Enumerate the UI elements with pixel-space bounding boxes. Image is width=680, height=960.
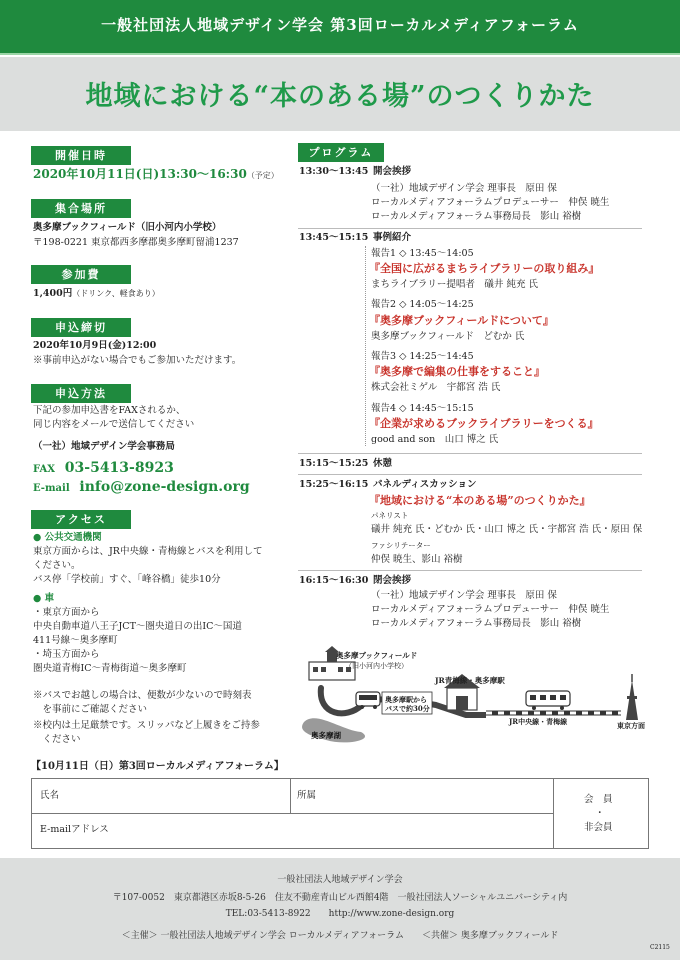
dotted-guide	[365, 246, 366, 446]
deadline-value: 2020年10月9日(金)12:00	[33, 340, 157, 351]
form-nonmember-option[interactable]: 非会員	[584, 822, 613, 833]
footer-address: 〒107-0052 東京都港区赤坂8-5-26 住友不動産青山ビル西館4階 一般社団法人ソーシャルユニバーシティ内	[112, 893, 568, 903]
tower-icon	[626, 674, 638, 720]
report-speaker: まちライブラリー提唱者 礒井 純充 氏	[371, 279, 538, 290]
map-lake-label: 奥多摩湖	[311, 731, 341, 740]
program-item-title: 休憩	[373, 458, 393, 469]
program-person: ローカルメディアフォーラム事務局長 影山 裕樹	[371, 211, 582, 222]
registration-form	[31, 778, 649, 849]
deadline-note: ※事前申込がない場合でもご参加いただけます。	[33, 355, 242, 366]
report-title: 『奥多摩ブックフィールドについて』	[369, 314, 554, 327]
program-label: プログラム	[298, 143, 384, 162]
program-time: 15:15～15:25	[299, 458, 369, 469]
map-station-label: JR青梅線・奥多摩駅	[435, 676, 505, 685]
header-org: 一般社団法人地域デザイン学会 第3回ローカルメディアフォーラム	[101, 16, 579, 34]
date-value: 2020年10月11日(日)13:30～16:30（予定）	[33, 167, 279, 181]
date-label: 開催日時	[31, 146, 131, 165]
public-line: ください。	[33, 560, 81, 571]
method-label: 申込方法	[31, 384, 131, 403]
form-affiliation-field[interactable]: 所属	[297, 790, 317, 801]
report-title: 『奥多摩で編集の仕事をすること』	[369, 365, 545, 378]
venue-label: 集合場所	[31, 199, 131, 218]
facilitator-label: ファシリテーター	[371, 541, 431, 550]
program-person: （一社）地域デザイン学会 理事長 原田 保	[371, 590, 557, 601]
page-title: 地域における“本のある場”のつくりかた	[85, 81, 595, 112]
venue-name: 奥多摩ブックフィールド（旧小河内小学校）	[33, 222, 222, 233]
report-title: 『企業が求めるブックライブラリーをつくる』	[369, 417, 599, 430]
panelists: 礒井 純充 氏・どむか 氏・山口 博之 氏・宇都宮 浩 氏・原田 保	[371, 524, 643, 535]
form-option-separator: ・	[595, 808, 605, 819]
footer-org: 一般社団法人地域デザイン学会	[277, 875, 403, 885]
footer-code: C2115	[650, 944, 670, 951]
map-tokyo-label: 東京方面	[617, 721, 645, 730]
form-divider	[32, 813, 553, 814]
access-note: ※校内は土足厳禁です。スリッパなど上履きをご持参	[33, 720, 260, 731]
report-head: 報告2 ◇ 14:05～14:25	[371, 299, 474, 310]
program-time: 13:30～13:45	[299, 166, 369, 177]
public-line: バス停「学校前」すぐ、「峰谷橋」徒歩10分	[33, 574, 221, 585]
divider	[298, 228, 642, 229]
program-item-title: 閉会挨拶	[373, 575, 412, 586]
office-name: （一社）地域デザイン学会事務局	[33, 441, 175, 452]
divider	[298, 474, 642, 475]
program-item-title: 事例紹介	[373, 232, 412, 243]
map-bookfield-label: 奥多摩ブックフィールド	[336, 651, 418, 660]
fax-line: FAX 03-5413-8923	[33, 460, 174, 476]
fee-label: 参加費	[31, 265, 131, 284]
map-bookfield-sub: （旧小河内小学校）	[345, 662, 408, 670]
form-email-field[interactable]: E-mailアドレス	[40, 824, 109, 835]
report-head: 報告4 ◇ 14:45～15:15	[371, 403, 474, 414]
map-bus-label: バスで約30分	[385, 704, 430, 713]
email-line: E-mail info@zone-design.org	[33, 479, 250, 495]
divider	[298, 453, 642, 454]
map-line-label: JR中央線・青梅線	[509, 717, 568, 726]
footer-sponsors: ＜主催＞ 一般社団法人地域デザイン学会 ローカルメディアフォーラム ＜共催＞ 奥多摩ブックフィールド	[121, 931, 559, 941]
venue-address: 〒198-0221 東京都西多摩郡奥多摩町留浦1237	[33, 237, 239, 248]
public-transport-heading: ● 公共交通機関	[33, 532, 102, 543]
report-head: 報告3 ◇ 14:25～14:45	[371, 351, 474, 362]
form-heading: 【10月11日（日）第3回ローカルメディアフォーラム】	[31, 761, 284, 772]
access-note: を事前にご確認ください	[33, 704, 148, 715]
access-note: ※バスでお越しの場合は、便数が少ないので時刻表	[33, 690, 252, 701]
bus-icon	[356, 692, 380, 709]
car-line: 中央自動車道八王子JCT～圏央道日の出IC～国道	[33, 621, 242, 632]
form-member-option[interactable]: 会 員	[584, 794, 613, 805]
footer-contact: TEL:03-5413-8922 http://www.zone-design.org	[225, 909, 455, 919]
divider	[298, 570, 642, 571]
program-time: 16:15～16:30	[299, 575, 369, 586]
form-divider	[553, 779, 554, 848]
form-name-field[interactable]: 氏名	[40, 790, 60, 801]
report-speaker: 株式会社ミゲル 宇都宮 浩 氏	[371, 382, 501, 393]
program-person: （一社）地域デザイン学会 理事長 原田 保	[371, 183, 557, 194]
access-label: アクセス	[31, 510, 131, 529]
car-heading: ● 車	[33, 593, 55, 604]
car-line: 411号線～奥多摩町	[33, 635, 118, 646]
car-line: ・埼玉方面から	[33, 649, 100, 660]
program-person: ローカルメディアフォーラムプロデューサー 仲俣 暁生	[371, 604, 610, 615]
program-item-title: 開会挨拶	[373, 166, 412, 177]
program-time: 13:45～15:15	[299, 232, 369, 243]
panel-topic: 『地域における“本のある場”のつくりかた』	[369, 494, 591, 507]
method-line1: 下記の参加申込書をFAXされるか、	[33, 405, 186, 416]
facilitators: 仲俣 暁生、影山 裕樹	[371, 554, 463, 565]
map-bus-label: 奥多摩駅から	[385, 695, 427, 704]
program-item-title: パネルディスカッション	[373, 479, 477, 490]
report-speaker: 奥多摩ブックフィールド どむか 氏	[371, 331, 525, 342]
access-note: ください	[33, 734, 81, 745]
header-bar	[0, 0, 680, 55]
form-divider	[290, 779, 291, 813]
program-time: 15:25～16:15	[299, 479, 369, 490]
train-icon	[526, 691, 570, 710]
program-person: ローカルメディアフォーラム事務局長 影山 裕樹	[371, 618, 582, 629]
report-title: 『全国に広がるまちライブラリーの取り組み』	[369, 262, 600, 275]
report-speaker: good and son 山口 博之 氏	[371, 434, 499, 445]
report-head: 報告1 ◇ 13:45～14:05	[371, 248, 474, 259]
program-person: ローカルメディアフォーラムプロデューサー 仲俣 暁生	[371, 197, 610, 208]
fee-value: 1,400円（ドリンク、軽食あり）	[33, 288, 160, 299]
deadline-label: 申込締切	[31, 318, 131, 337]
public-line: 東京方面からは、JR中央線・青梅線とバスを利用して	[33, 546, 263, 557]
panelist-label: パネリスト	[371, 511, 409, 520]
method-line2: 同じ内容をメールで送信してください	[33, 419, 195, 430]
car-line: ・東京方面から	[33, 607, 100, 618]
car-line: 圏央道青梅IC～青梅街道～奥多摩町	[33, 663, 187, 674]
